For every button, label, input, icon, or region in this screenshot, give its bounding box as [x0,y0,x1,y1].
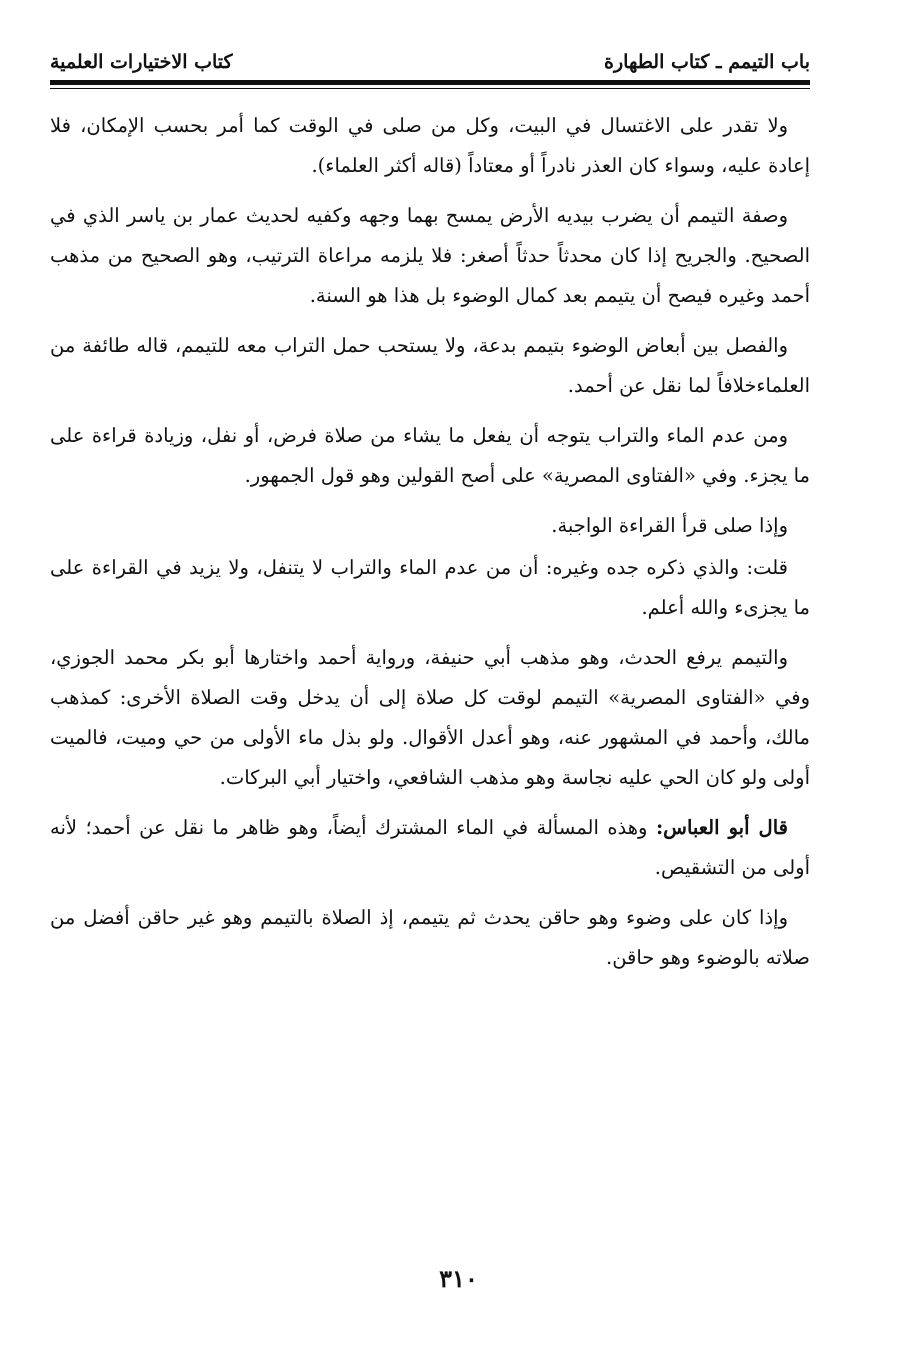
paragraph-text: وإذا كان على وضوء وهو حاقن يحدث ثم يتيمم، إذ الصلاة بالتيمم وهو غير حاقن أفضل من صلاته بالوضوء وهو حاقن. [50,906,810,969]
paragraph [50,196,810,316]
paragraph [50,638,810,798]
page-number: ٣١٠ [439,1264,478,1293]
paragraph-text: والفصل بين أبعاض الوضوء بتيمم بدعة، ولا يستحب حمل التراب معه للتيمم، قاله طائفة من العلماءخلافاً لما نقل عن أحمد. [50,334,810,397]
header-rule-thick [50,80,810,85]
book-title: كتاب الاختيارات العلمية [50,51,233,73]
paragraph-text: وهذه المسألة في الماء المشترك أيضاً، وهو ظاهر ما نقل عن أحمد؛ لأنه أولى من التشقيص. [50,816,810,879]
paragraph-lead: قال أبو العباس: [655,816,788,839]
header-rule-thin [50,88,810,89]
paragraph [50,506,810,546]
paragraph-text: ولا تقدر على الاغتسال في البيت، وكل من صلى في الوقت كما أمر بحسب الإمكان، فلا إعادة عليه، وسواء كان العذر نادراً أو معتاداً (قاله أكثر العلماء). [50,114,810,177]
running-header [50,44,810,80]
paragraph-text: وإذا صلى قرأ القراءة الواجبة. [551,514,788,537]
body-text [50,106,810,988]
paragraph [50,808,810,888]
paragraph-text: ومن عدم الماء والتراب يتوجه أن يفعل ما يشاء من صلاة فرض، أو نفل، وزيادة قراءة على ما يجزء. وفي «الفتاوى المصرية» على أصح القولين وهو قول الجمهور. [50,424,810,487]
paragraph [50,326,810,406]
paragraph [50,548,810,628]
paragraph [50,416,810,496]
paragraph-text: والتيمم يرفع الحدث، وهو مذهب أبي حنيفة، ورواية أحمد واختارها أبو بكر محمد الجوزي، وفي «الفتاوى المصرية» التيمم لوقت كل صلاة إلى أن يدخل وقت الصلاة الأخرى: كمذهب مالك، وأحمد في المشهور عنه، وهو أعدل الأقوال. ولو بذل ماء الأولى من حي وميت، فالميت أولى ولو كان الحي عليه نجاسة وهو مذهب الشافعي، واختيار أبي البركات. [50,646,810,789]
paragraph [50,106,810,186]
paragraph [50,898,810,978]
paragraph-text: وصفة التيمم أن يضرب بيديه الأرض يمسح بهما وجهه وكفيه لحديث عمار بن ياسر الذي في الصحيح. والجريح إذا كان محدثاً حدثاً أصغر: فلا يلزمه مراعاة الترتيب، وهو الصحيح من مذهب أحمد وغيره فيصح أن يتيمم بعد كمال الوضوء بل هذا هو السنة. [50,204,810,307]
paragraph-text: قلت: والذي ذكره جده وغيره: أن من عدم الماء والتراب لا يتنفل، ولا يزيد في القراءة على ما يجزىء والله أعلم. [50,556,810,619]
section-title: باب التيمم ـ كتاب الطهارة [604,51,810,73]
